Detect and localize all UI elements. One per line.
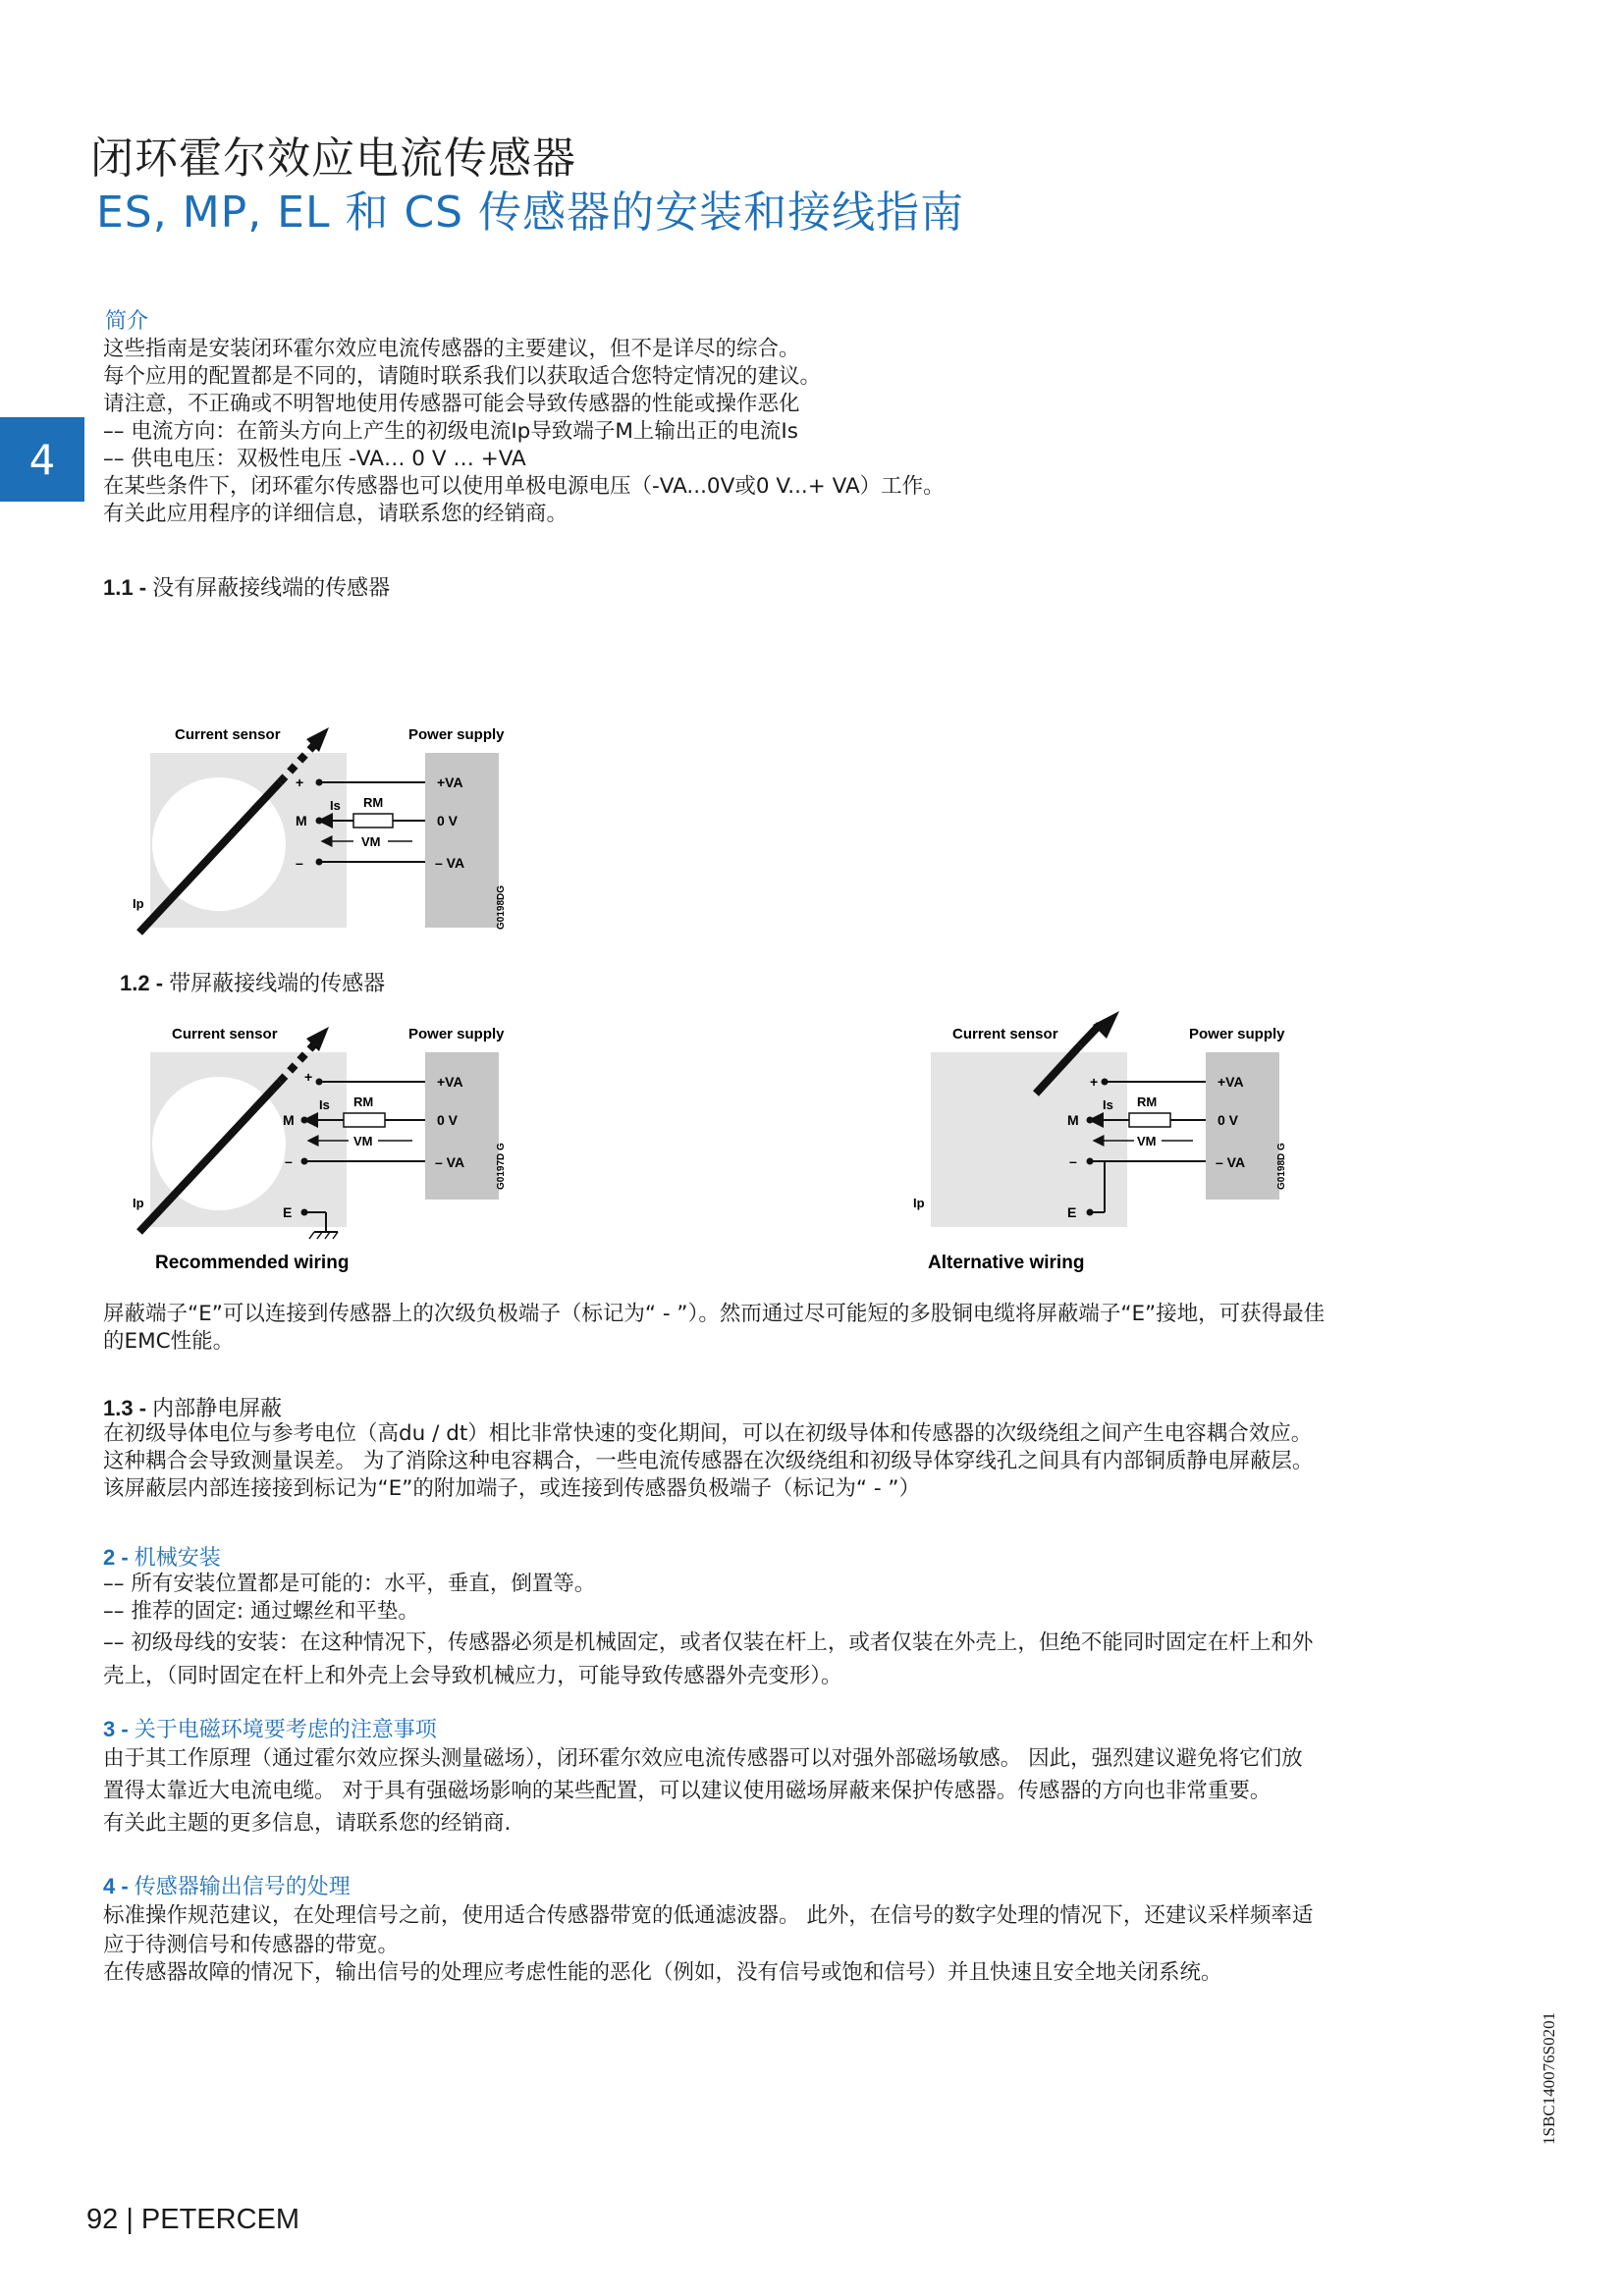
resistor-rm: [353, 814, 393, 828]
paragraph-line: 该屏蔽层内部连接接到标记为“E”的附加端子，或连接到传感器负极端子（标记为“ - ”）: [103, 1476, 921, 1501]
wiring-diagram-recommended: [118, 1011, 530, 1276]
section-title: 内部静电屏蔽: [152, 1397, 283, 1421]
document-code: 1SBC140076S0201: [1540, 2011, 1558, 2145]
paragraph-line: 在初级导体电位与参考电位（高du / dt）相比非常快速的变化期间，可以在初级导体和传感器的次级绕组之间产生电容耦合效应。: [103, 1421, 1313, 1446]
svg-text:+: +: [1090, 1074, 1099, 1090]
section-number: 2 -: [103, 1545, 135, 1570]
paragraph-line: 由于其工作原理（通过霍尔效应探头测量磁场），闭环霍尔效应电流传感器可以对强外部磁场敏感。 因此，强烈建议避免将它们放: [103, 1746, 1303, 1771]
paragraph-line: 置得太靠近大电流电缆。 对于具有强磁场影响的某些配置，可以建议使用磁场屏蔽来保护传感器。传感器的方向也非常重要。: [103, 1779, 1272, 1803]
section-title: 带屏蔽接线端的传感器: [169, 972, 386, 996]
intro-line: 每个应用的配置都是不同的，请随时联系我们以获取适合您特定情况的建议。: [103, 364, 822, 389]
svg-text:M: M: [283, 1112, 295, 1128]
intro-line: –– 电流方向：在箭头方向上产生的初级电流Ip导致端子M上输出正的电流Is: [103, 419, 798, 444]
svg-text:+: +: [304, 1069, 313, 1085]
svg-text:RM: RM: [363, 795, 384, 810]
svg-text:Ip: Ip: [133, 1196, 144, 1210]
paragraph-line: 壳上，（同时固定在杆上和外壳上会导致机械应力，可能导致传感器外壳变形）。: [103, 1664, 842, 1688]
svg-text:+: +: [296, 774, 304, 790]
svg-text:– VA: – VA: [1216, 1154, 1246, 1170]
paragraph-line: –– 初级母线的安装：在这种情况下，传感器必须是机械固定，或者仅装在杆上，或者仅装在外壳上，但绝不能同时固定在杆上和外: [103, 1630, 1314, 1655]
recommended-wiring-label: Recommended wiring: [155, 1253, 350, 1273]
section-1-3-heading: [103, 1392, 282, 1422]
intro-line: 请注意，不正确或不明智地使用传感器可能会导致传感器的性能或操作恶化: [103, 392, 800, 416]
svg-text:Current sensor: Current sensor: [172, 1026, 278, 1042]
svg-text:M: M: [1067, 1112, 1079, 1128]
svg-text:–: –: [296, 855, 303, 871]
chapter-tab: 4: [0, 417, 84, 502]
svg-text:Power supply: Power supply: [408, 1026, 505, 1042]
paragraph-line: 有关此主题的更多信息，请联系您的经销商.: [103, 1811, 512, 1836]
section-3-heading: [103, 1713, 437, 1743]
section-4-heading: [103, 1870, 351, 1900]
section-title: 没有屏蔽接线端的传感器: [152, 576, 391, 601]
svg-text:Power supply: Power supply: [1189, 1026, 1285, 1042]
page-footer: 92 | PETERCEM: [86, 2204, 300, 2235]
svg-text:E: E: [1067, 1204, 1077, 1220]
svg-text:0 V: 0 V: [437, 813, 459, 828]
page-subtitle: ES, MP, EL 和 CS 传感器的安装和接线指南: [96, 187, 965, 238]
svg-text:RM: RM: [1137, 1095, 1158, 1109]
section-number: 4 -: [103, 1874, 135, 1898]
svg-text:Is: Is: [330, 798, 341, 813]
section-4-body: [103, 1899, 1313, 1987]
intro-paragraph: [103, 336, 945, 528]
power-supply-label: Power supply: [408, 726, 505, 743]
svg-text:RM: RM: [353, 1095, 374, 1109]
svg-text:– VA: – VA: [435, 855, 465, 871]
alternative-wiring-label: Alternative wiring: [928, 1253, 1085, 1273]
paragraph-line: –– 推荐的固定: 通过螺丝和平垫。: [103, 1599, 419, 1624]
intro-line: –– 供电电压：双极性电压 -VA… 0 V … +VA: [103, 447, 526, 471]
svg-text:+VA: +VA: [437, 774, 463, 790]
svg-text:G0198DG: G0198DG: [496, 884, 507, 930]
svg-text:Is: Is: [319, 1097, 330, 1112]
shield-note-line: 的EMC性能。: [103, 1329, 235, 1354]
paragraph-line: –– 所有安装位置都是可能的：水平，垂直，倒置等。: [103, 1572, 596, 1596]
paragraph-line: 这种耦合会导致测量误差。 为了消除这种电容耦合，一些电流传感器在次级绕组和初级导体穿线孔之间具有内部铜质静电屏蔽层。: [103, 1449, 1314, 1473]
svg-text:VM: VM: [353, 1134, 373, 1148]
current-sensor-label: Current sensor: [175, 726, 281, 743]
svg-text:VM: VM: [1137, 1134, 1157, 1148]
svg-text:Ip: Ip: [133, 896, 144, 911]
section-1-1-heading: [103, 571, 390, 602]
section-number: 1.2 -: [120, 971, 170, 995]
svg-text:+VA: +VA: [437, 1074, 463, 1090]
section-number: 3 -: [103, 1717, 135, 1741]
svg-text:– VA: – VA: [435, 1154, 465, 1170]
wiring-diagram-1-1: [118, 712, 530, 942]
svg-text:–: –: [1069, 1153, 1077, 1169]
svg-text:Is: Is: [1103, 1097, 1113, 1112]
shield-note-line: 屏蔽端子“E”可以连接到传感器上的次级负极端子（标记为“ - ”）。然而通过尽可能短的多股铜电缆将屏蔽端子“E”接地，可获得最佳: [103, 1302, 1326, 1326]
svg-text:G0197D G: G0197D G: [496, 1143, 507, 1190]
svg-text:Current sensor: Current sensor: [952, 1026, 1058, 1042]
svg-text:+VA: +VA: [1218, 1074, 1244, 1090]
section-1-2-heading: [120, 967, 385, 997]
svg-text:Ip: Ip: [913, 1196, 925, 1210]
section-number: 1.3 -: [103, 1396, 153, 1420]
intro-line: 这些指南是安装闭环霍尔效应电流传感器的主要建议，但不是详尽的综合。: [103, 337, 800, 361]
section-title: 机械安装: [134, 1546, 221, 1571]
svg-text:–: –: [285, 1153, 293, 1169]
section-title: 传感器输出信号的处理: [134, 1875, 351, 1899]
section-title: 关于电磁环境要考虑的注意事项: [134, 1718, 437, 1742]
section-number: 1.1 -: [103, 575, 153, 600]
intro-line: 有关此应用程序的详细信息，请联系您的经销商。: [103, 502, 568, 526]
svg-text:0 V: 0 V: [437, 1112, 459, 1128]
svg-text:VM: VM: [361, 834, 381, 849]
section-3-body: [103, 1742, 1303, 1840]
paragraph-line: 在传感器故障的情况下，输出信号的处理应考虑性能的恶化（例如，没有信号或饱和信号）并且快速且安全地关闭系统。: [103, 1960, 1222, 1985]
svg-text:M: M: [296, 813, 307, 828]
intro-heading: 简介: [105, 309, 149, 334]
section-2-body: [103, 1571, 1313, 1690]
svg-text:0 V: 0 V: [1218, 1112, 1239, 1128]
section-2-heading: [103, 1541, 221, 1572]
paragraph-line: 应于待测信号和传感器的带宽。: [103, 1933, 400, 1957]
intro-line: 在某些条件下，闭环霍尔传感器也可以使用单极电源电压（-VA...0V或0 V...+ VA）工作。: [103, 474, 945, 499]
svg-text:G0198D G: G0198D G: [1276, 1143, 1287, 1190]
wiring-diagram-alternative: [898, 1011, 1311, 1276]
page-title: 闭环霍尔效应电流传感器: [90, 133, 576, 184]
section-1-3-body: [103, 1420, 1313, 1503]
svg-text:E: E: [283, 1204, 293, 1220]
shield-note: [103, 1301, 1325, 1356]
paragraph-line: 标准操作规范建议，在处理信号之前，使用适合传感器带宽的低通滤波器。 此外，在信号的数字处理的情况下，还建议采样频率适: [103, 1903, 1314, 1928]
